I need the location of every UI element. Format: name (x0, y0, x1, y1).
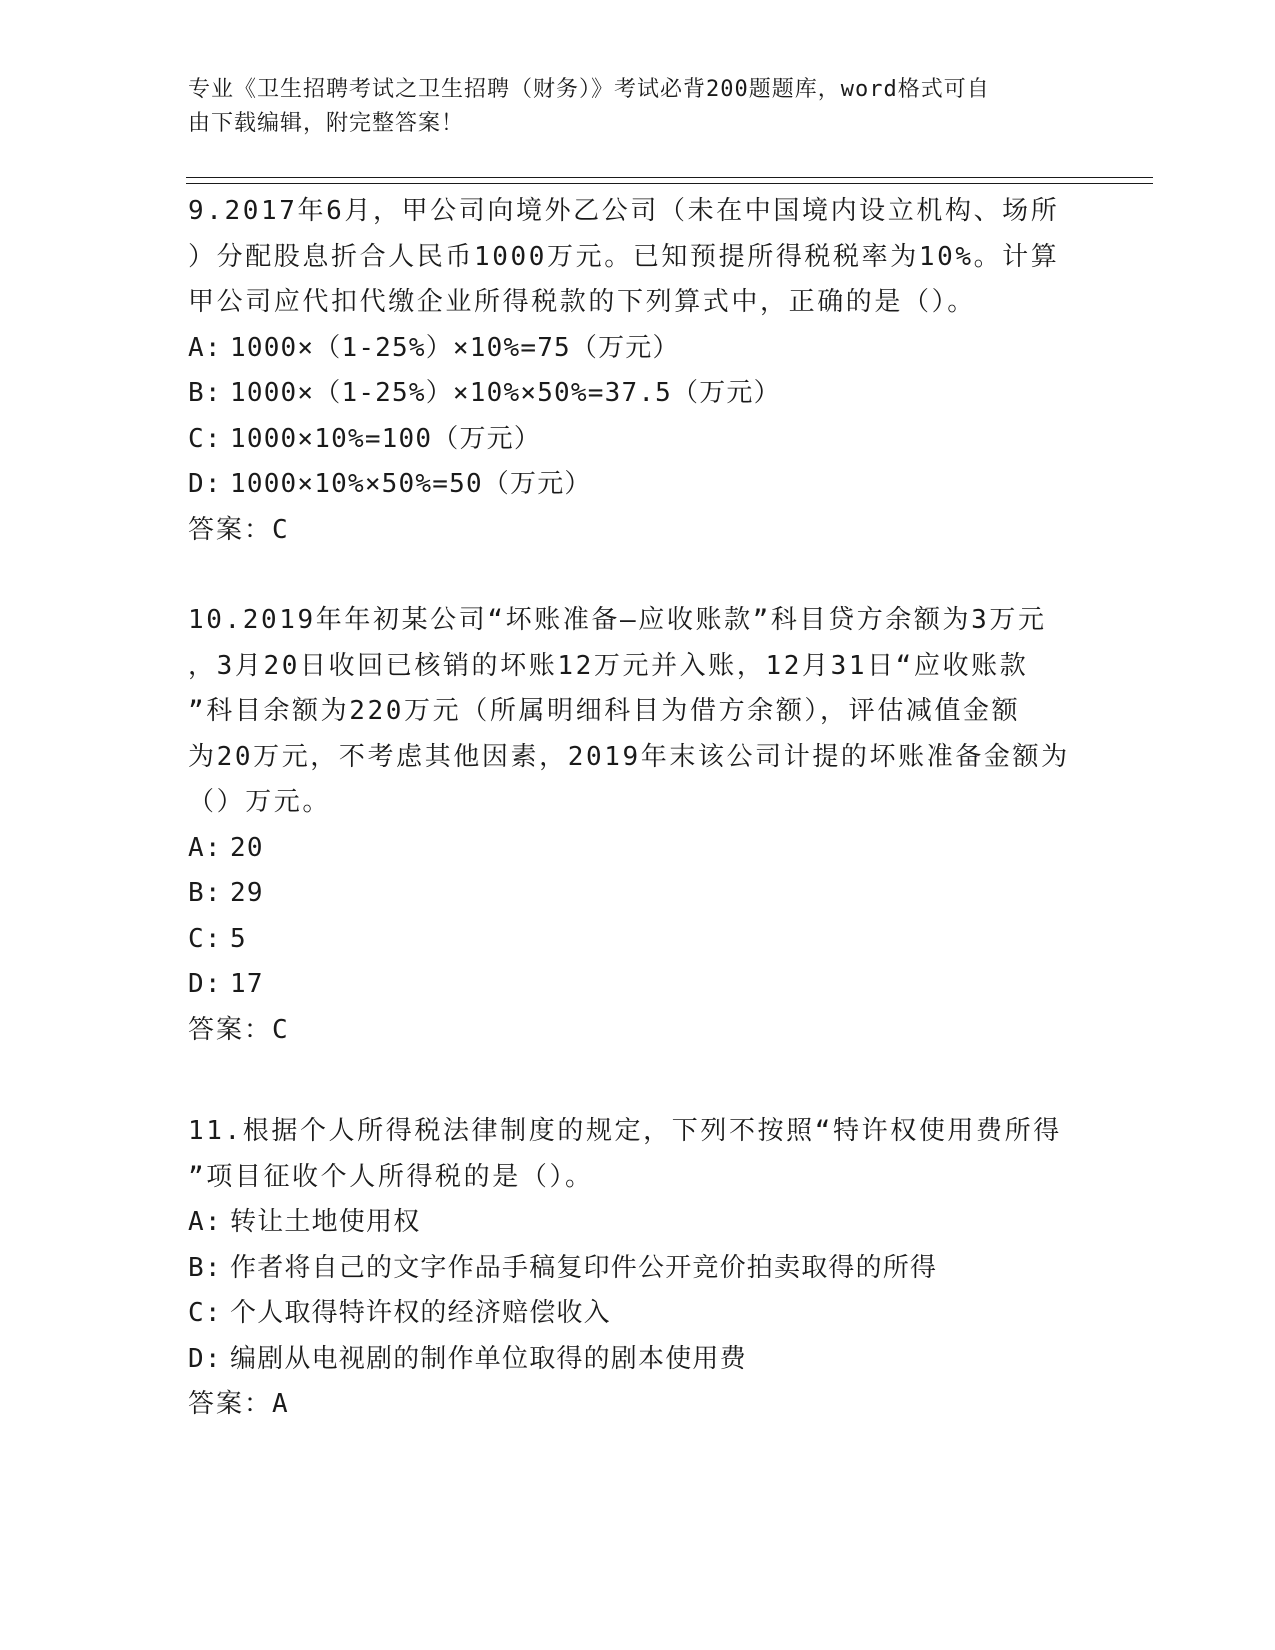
question-stem-line: ）分配股息折合人民币1000万元。已知预提所得税税率为10%。计算 (188, 241, 1060, 272)
option-text: 个人取得特许权的经济赔偿收入 (230, 1298, 611, 1328)
option-text: 作者将自己的文字作品手稿复印件公开竞价拍卖取得的所得 (230, 1252, 938, 1283)
option-a (188, 826, 1088, 872)
question-stem-line: 11.根据个人所得税法律制度的规定，下列不按照“特许权使用费所得 (188, 1116, 1062, 1146)
question-stem-line: （）万元。 (188, 787, 332, 817)
question-stem-line: 为20万元，不考虑其他因素，2019年末该公司计提的坏账准备金额为 (188, 741, 1070, 772)
header-line-2: 由下载编辑，附完整答案！ (188, 111, 465, 136)
header-divider-bottom (186, 183, 1153, 184)
answer-line: 答案：C (188, 514, 290, 545)
question-stem-line: ，3月20日收回已核销的坏账12万元并入账，12月31日“应收账款 (188, 650, 1029, 681)
option-a (188, 1200, 1088, 1246)
option-text: 5 (230, 923, 247, 954)
header-divider-top (186, 177, 1153, 178)
question-stem-line: ”科目余额为220万元（所属明细科目为借方余额），评估减值金额 (188, 696, 1021, 726)
option-b (188, 371, 1088, 417)
option-text: 1000×（1-25%）×10%=75（万元） (230, 332, 680, 363)
option-d (188, 1337, 1088, 1383)
question-stem-line: 10.2019年年初某公司“坏账准备—应收账款”科目贷方余额为3万元 (188, 605, 1047, 635)
option-letter: A: (188, 832, 222, 863)
option-letter: C: (188, 423, 222, 454)
option-letter: A: (188, 332, 222, 363)
option-letter: C: (188, 923, 222, 954)
question-9 (188, 189, 1088, 553)
question-10 (188, 598, 1088, 1053)
option-d (188, 962, 1088, 1008)
option-text: 20 (230, 832, 264, 863)
option-letter: B: (188, 878, 222, 908)
option-letter: A: (188, 1207, 222, 1237)
option-c (188, 417, 1088, 463)
option-letter: D: (188, 1343, 222, 1374)
option-text: 1000×10%=100（万元） (230, 423, 542, 454)
header-line-1: 专业《卫生招聘考试之卫生招聘（财务）》考试必背200题题库，word格式可自 (188, 77, 990, 102)
question-stem-line: ”项目征收个人所得税的是（）。 (188, 1161, 594, 1192)
option-letter: D: (188, 969, 222, 999)
option-a (188, 326, 1088, 372)
option-text: 编剧从电视剧的制作单位取得的剧本使用费 (230, 1343, 747, 1374)
option-b (188, 871, 1088, 917)
option-text: 转让土地使用权 (230, 1207, 421, 1237)
option-text: 17 (230, 969, 264, 999)
option-text: 1000×（1-25%）×10%×50%=37.5（万元） (230, 378, 781, 408)
document-header (188, 73, 1068, 141)
option-c (188, 917, 1088, 963)
option-d (188, 462, 1088, 508)
option-text: 29 (230, 878, 264, 908)
option-letter: D: (188, 469, 222, 499)
answer-line: 答案：C (188, 1014, 290, 1045)
option-letter: B: (188, 1252, 222, 1283)
answer-line: 答案：A (188, 1389, 290, 1419)
option-letter: B: (188, 378, 222, 408)
question-stem-line: 9.2017年6月，甲公司向境外乙公司（未在中国境内设立机构、场所 (188, 196, 1060, 226)
option-text: 1000×10%×50%=50（万元） (230, 469, 592, 499)
option-c (188, 1291, 1088, 1337)
option-b (188, 1246, 1088, 1292)
question-stem-line: 甲公司应代扣代缴企业所得税款的下列算式中，正确的是（）。 (188, 287, 976, 317)
option-letter: C: (188, 1298, 222, 1328)
question-11 (188, 1109, 1088, 1428)
